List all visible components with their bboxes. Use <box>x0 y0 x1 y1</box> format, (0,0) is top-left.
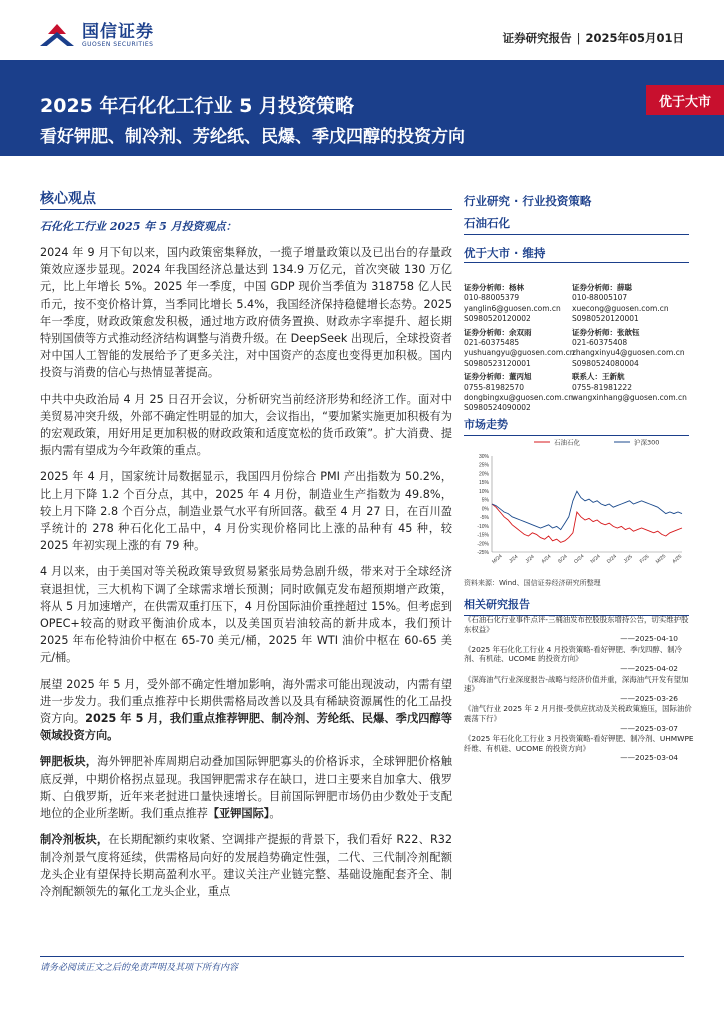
report-date: 2025年05月01日 <box>585 31 684 45</box>
x-tick-label: O/24 <box>573 553 586 566</box>
legend-label: 石油石化 <box>554 438 580 447</box>
related-reports-title: 相关研究报告 <box>464 598 530 611</box>
analyst-list <box>464 283 694 416</box>
related-report-item[interactable] <box>464 675 694 704</box>
paragraph-macro: 2024 年 9 月下旬以来，国内政策密集释放，一揽子增量政策以及已出台的存量政策效应逐步显现。2024 年我国经济总量达到 134.9 万亿元，首次突破 130 万亿元，比上年增长 5%。2025 年一季度，中国 GDP 现价当季值为 318758 亿人民币元，按不变价格计算，当季同比增长 5.4%，我国经济保持稳健增长态势。2025 年一季度，财政政策愈发积极，通过地方政府债务置换、财政赤字率提升、超长期特别国债等方式推动经济结构调整与消费升级。在 DeepSeek 出现后，全球投资者对中国人工智能的发展给予了更多关注，对中国资产的态度也变得更加积极。国内投资与消费的信心与热情显著提高。 <box>40 246 452 380</box>
analyst-name: 董丙旭 <box>509 372 532 382</box>
industry-text: 石油石化 <box>464 216 510 230</box>
analyst-cert: S0980520120001 <box>572 314 639 324</box>
analyst-label: 证券分析师： <box>572 327 617 337</box>
x-tick-label: M/25 <box>654 553 668 566</box>
series-line-petrochem <box>492 504 682 542</box>
related-report-item[interactable] <box>464 645 694 674</box>
analyst-email[interactable]: yushuangyu@guosen.com.cn <box>464 348 575 358</box>
analyst-name: 张歆钰 <box>617 327 640 337</box>
report-meta: 证券研究报告 | 2025年05月01日 <box>502 31 684 45</box>
research-type-text: 行业研究 · 行业投资策略 <box>464 194 592 208</box>
investment-view-subheading: 石化化工行业 2025 年 5 月投资观点： <box>40 220 237 233</box>
x-tick-label: J/25 <box>622 553 634 565</box>
related-report-date: ——2025-04-02 <box>620 663 678 673</box>
y-tick-label: 15% <box>478 480 489 487</box>
analyst-label: 证券分析师： <box>464 283 509 292</box>
related-report-date: ——2025-04-10 <box>620 634 678 644</box>
y-tick-label: 10% <box>478 488 489 495</box>
report-title: 2025 年石化化工行业 5 月投资策略 <box>40 95 354 117</box>
x-tick-label: J/24 <box>524 553 536 565</box>
related-report-title: 《2025 年石化化工行业 4 月投资策略-看好钾肥、季戊四醇、制冷剂、有机硅、UCOME 的投资方向》 <box>464 644 682 664</box>
analyst-phone: 010-88005379 <box>464 293 520 303</box>
logo-icon <box>40 22 74 48</box>
y-tick-label: 20% <box>478 471 489 478</box>
analyst-card <box>572 328 694 370</box>
potash-lead: 钾肥板块， <box>40 755 98 769</box>
analyst-label: 证券分析师： <box>464 372 509 382</box>
chart-source: 资料来源：Wind、国信证券经济研究所整理 <box>464 579 601 587</box>
x-tick-label: J/24 <box>508 553 520 565</box>
y-tick-label: -25% <box>477 550 489 556</box>
x-tick-label: A/25 <box>671 553 684 565</box>
y-tick-label: -10% <box>477 523 489 530</box>
rating-divider <box>464 262 689 263</box>
analyst-name: 余双雨 <box>509 327 532 337</box>
rating-badge: 优于大市 <box>646 85 724 115</box>
industry-divider <box>464 234 689 235</box>
analyst-card <box>572 283 694 325</box>
potash-pick: 【亚钾国际】 <box>207 807 270 821</box>
y-tick-label: 0% <box>481 506 489 513</box>
analyst-email[interactable]: zhangxinyu4@guosen.com.cn <box>572 348 685 358</box>
analyst-card <box>464 372 572 414</box>
y-tick-label: -20% <box>477 541 489 548</box>
related-report-title: 《石油石化行业事件点评-三桶油发布控股股东增持公告，切实维护股东权益》 <box>464 615 689 634</box>
paragraph-oil: 4 月以来，由于美国对等关税政策导致贸易紧张局势急剧升级，带来对于全球经济衰退担忧，三大机构下调了全球需求增长预测；同时欧佩克发布超预期增产政策，将从 5 月加速增产，在供需双重打压下，4 月份国际油价重挫超过 15%。但考虑到 OPEC+较高的财政平衡油价成本，以及美国页岩油较高的新井成本，我们预计 2025 年布伦特油价中枢在 65-70 美元/桶，2025 年 WTI 油价中枢在 60-65 美元/桶。 <box>40 565 452 665</box>
core-view-heading: 核心观点 <box>40 191 96 207</box>
related-report-date: ——2025-03-04 <box>620 753 678 763</box>
analyst-cert: S0980524080004 <box>572 358 639 368</box>
market-trend-title: 市场走势 <box>464 418 508 431</box>
related-report-date: ——2025-03-26 <box>620 693 678 703</box>
analyst-label: 联系人： <box>572 372 602 382</box>
analyst-email[interactable]: dongbingxu@guosen.com.cn <box>464 393 573 403</box>
outlook-text: 展望 2025 年 5 月，受外部不确定性增加影响，海外需求可能出现波动，内需有望进一步发力。我们重点推荐中长期供需格局改善以及具有稀缺资源属性的化工品投资方向。 <box>40 677 452 726</box>
analyst-email[interactable]: xuecong@guosen.com.cn <box>572 303 669 313</box>
x-tick-label: A/24 <box>540 553 553 565</box>
report-subtitle: 看好钾肥、制冷剂、芳纶纸、民爆、季戊四醇的投资方向 <box>40 127 465 147</box>
logo-en-text: GUOSEN SECURITIES <box>82 40 154 48</box>
potash-tail: 。 <box>269 807 281 821</box>
y-tick-label: 30% <box>478 454 489 460</box>
analyst-phone: 010-88005107 <box>572 293 628 303</box>
analyst-cert: S0980524090002 <box>464 403 531 413</box>
y-tick-label: 25% <box>478 462 489 469</box>
paragraph-outlook <box>40 676 452 745</box>
x-tick-label: F/25 <box>638 553 651 565</box>
analyst-label: 证券分析师： <box>464 327 509 337</box>
related-report-item[interactable] <box>464 704 694 733</box>
analyst-name: 薛聪 <box>617 283 632 292</box>
related-report-date: ——2025-03-07 <box>620 723 678 733</box>
footer-divider <box>40 956 684 957</box>
analyst-phone: 0755-81981222 <box>572 382 632 392</box>
footer-disclaimer: 请务必阅读正文之后的免责声明及其项下所有内容 <box>40 963 239 973</box>
legend-label: 沪深300 <box>634 438 660 447</box>
report-type: 证券研究报告 <box>502 31 572 45</box>
company-logo <box>40 22 154 48</box>
x-tick-label: S/24 <box>556 553 569 565</box>
analyst-card <box>464 283 572 325</box>
x-tick-label: M/24 <box>491 553 504 566</box>
x-tick-label: N/24 <box>589 553 602 565</box>
body-text <box>40 244 452 909</box>
industry-name <box>464 212 684 231</box>
related-report-title: 《深海油气行业深度报告-战略与经济价值并重，深海油气开发有望加速》 <box>464 674 689 694</box>
rating-line-text: 优于大市 · 维持 <box>464 246 546 260</box>
analyst-email[interactable]: yanglin6@guosen.com.cn <box>464 303 561 313</box>
related-report-item[interactable] <box>464 734 694 763</box>
analyst-phone: 021-60375485 <box>464 338 520 348</box>
analyst-card <box>572 372 694 414</box>
related-report-item[interactable] <box>464 615 694 644</box>
y-tick-label: -15% <box>477 532 489 539</box>
related-report-title: 《2025 年石化化工行业 3 月投资策略-看好钾肥、制冷剂、UHMWPE 纤维、有机硅、UCOME 的投资方向》 <box>464 734 694 753</box>
paragraph-pmi: 2025 年 4 月，国家统计局数据显示，我国四月份综合 PMI 产出指数为 50.2%，比上月下降 1.2 个百分点，其中，2025 年 4 月份，制造业生产指数为 49.8%，较上月下降 2.8 个百分点，制造业景气水平有所回落。截至 4 月 27 日，在百川盈孚统计的 278 种石化化工品中，4 月份实现价格同比上涨的品种有 45 种，较 2025 年初实现上涨的有 79 种。 <box>40 470 452 553</box>
y-tick-label: -5% <box>480 515 489 522</box>
analyst-phone: 0755-81982570 <box>464 382 524 392</box>
refrigerant-lead: 制冷剂板块， <box>40 833 109 847</box>
heading-divider <box>40 209 452 210</box>
paragraph-potash <box>40 753 452 822</box>
analyst-name: 王新航 <box>602 372 625 382</box>
paragraph-refrigerant <box>40 831 452 900</box>
series-line-csi300 <box>492 491 682 529</box>
analyst-cert: S0980520120002 <box>464 314 531 324</box>
market-trend-chart <box>464 434 689 572</box>
analyst-cert: S0980523120001 <box>464 358 531 368</box>
analyst-email[interactable]: wangxinhang@guosen.com.cn <box>572 393 687 403</box>
rating-line <box>464 242 684 261</box>
refrigerant-text: 在长期配额约束收紧、空调排产提振的背景下，我们看好 R22、R32 制冷剂景气度将延续，供需格局向好的发展趋势确定性强，二代、三代制冷剂配额龙头企业有望保持长期高盈利水平。建议关注产业链完整、基础设施配套齐全、制冷剂配额领先的氟化工龙头企业，重点 <box>40 833 452 898</box>
related-reports-header <box>464 596 689 616</box>
y-tick-label: 5% <box>481 497 489 504</box>
logo-cn-text: 国信证券 <box>82 21 154 42</box>
outlook-highlight: 2025 年 5 月，我们重点推荐钾肥、制冷剂、芳纶纸、民爆、季戊四醇等领域投资方向。 <box>40 712 452 743</box>
paragraph-politburo: 中共中央政治局 4 月 25 日召开会议，分析研究当前经济形势和经济工作。面对中美贸易冲突升级，外部不确定性明显的加大，会议指出，“要加紧实施更加积极有为的宏观政策，用好用足更加积极的财政政策和适度宽松的货币政策”。扩大消费、提振内需有望成为今年政策的重点。 <box>40 392 452 458</box>
analyst-name: 杨林 <box>509 283 524 292</box>
analyst-phone: 021-60375408 <box>572 338 628 348</box>
related-report-title: 《油气行业 2025 年 2 月月报-受供应扰动及关税政策施压，国际油价震荡下行》 <box>464 704 692 723</box>
analyst-card <box>464 327 575 370</box>
market-trend-header <box>464 416 689 436</box>
related-reports-list <box>464 615 694 764</box>
analyst-label: 证券分析师： <box>572 283 617 292</box>
research-type <box>464 190 684 209</box>
potash-text: 海外钾肥补库周期启动叠加国际钾肥寡头的价格诉求，全球钾肥价格触底反弹，中期价格拐点显现。我国钾肥需求存在缺口，进口主要来自加拿大、俄罗斯、白俄罗斯，近年来老挝进口量快速增长。目前国际钾肥市场仍由少数处于支配地位的企业所垄断。我们重点推荐 <box>40 755 452 821</box>
x-tick-label: D/24 <box>605 553 618 565</box>
market-chart-svg <box>464 434 689 572</box>
